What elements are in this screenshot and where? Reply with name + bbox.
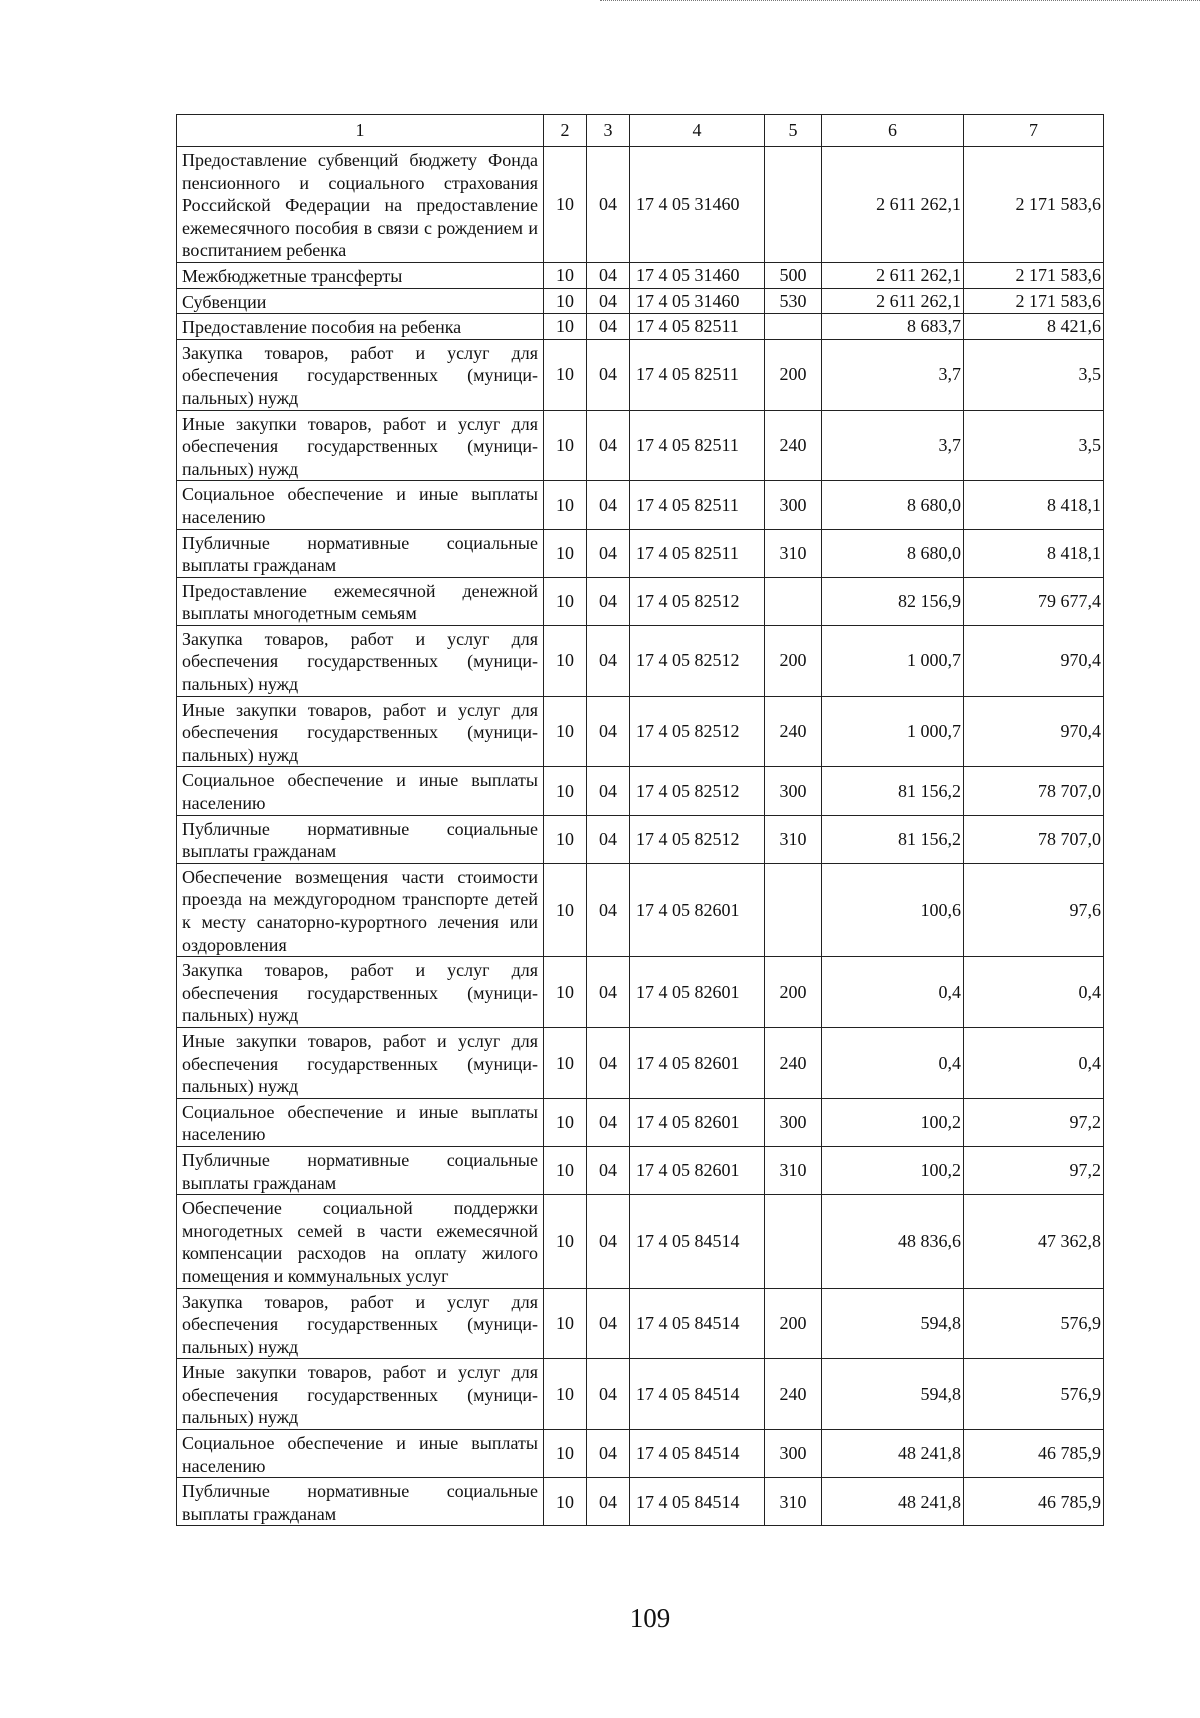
- amount-year-1: 594,8: [822, 1288, 964, 1359]
- item-name: Закупка товаров, работ и услуг для обеспечения государственных (муниципальных) нужд: [177, 1288, 544, 1359]
- expense-type-code: 240: [765, 410, 822, 481]
- target-article-code: 17 4 05 84514: [630, 1195, 765, 1288]
- item-name: Социальное обеспечение и иные выплаты населению: [177, 1098, 544, 1146]
- table-row: [177, 1478, 1104, 1526]
- subsection-code: 04: [587, 767, 630, 815]
- expense-type-code: 200: [765, 339, 822, 410]
- target-article-code: 17 4 05 31460: [630, 262, 765, 288]
- section-code: 10: [544, 147, 587, 263]
- header-col-7: 7: [964, 115, 1104, 147]
- subsection-code: 04: [587, 529, 630, 577]
- amount-year-2: 576,9: [964, 1288, 1104, 1359]
- section-code: 10: [544, 957, 587, 1028]
- item-name: Публичные нормативные социальные выплаты гражданам: [177, 1146, 544, 1194]
- amount-year-1: 48 836,6: [822, 1195, 964, 1288]
- scan-top-edge: [600, 0, 1200, 2]
- amount-year-1: 100,2: [822, 1146, 964, 1194]
- amount-year-1: 48 241,8: [822, 1430, 964, 1478]
- header-col-6: 6: [822, 115, 964, 147]
- table-body: [177, 147, 1104, 1526]
- target-article-code: 17 4 05 82511: [630, 529, 765, 577]
- amount-year-1: 8 680,0: [822, 481, 964, 529]
- target-article-code: 17 4 05 31460: [630, 147, 765, 263]
- section-code: 10: [544, 314, 587, 340]
- section-code: 10: [544, 1098, 587, 1146]
- subsection-code: 04: [587, 696, 630, 767]
- amount-year-2: 78 707,0: [964, 815, 1104, 863]
- target-article-code: 17 4 05 82512: [630, 577, 765, 625]
- table-row: [177, 625, 1104, 696]
- amount-year-1: 100,6: [822, 863, 964, 956]
- item-name: Иные закупки товаров, работ и услуг для обеспечения государственных (муниципальных) нужд: [177, 696, 544, 767]
- item-name: Предоставление ежемесячной денежной выплаты многодетным семьям: [177, 577, 544, 625]
- header-col-1: 1: [177, 115, 544, 147]
- expense-type-code: 200: [765, 1288, 822, 1359]
- expense-type-code: 310: [765, 529, 822, 577]
- section-code: 10: [544, 339, 587, 410]
- target-article-code: 17 4 05 82511: [630, 339, 765, 410]
- header-row: [177, 115, 1104, 147]
- subsection-code: 04: [587, 957, 630, 1028]
- item-name: Закупка товаров, работ и услуг для обеспечения государственных (муниципальных) нужд: [177, 957, 544, 1028]
- amount-year-2: 47 362,8: [964, 1195, 1104, 1288]
- expense-type-code: 300: [765, 767, 822, 815]
- item-name: Публичные нормативные социальные выплаты гражданам: [177, 1478, 544, 1526]
- item-name: Закупка товаров, работ и услуг для обеспечения государственных (муниципальных) нужд: [177, 625, 544, 696]
- section-code: 10: [544, 625, 587, 696]
- target-article-code: 17 4 05 84514: [630, 1478, 765, 1526]
- expense-type-code: [765, 314, 822, 340]
- table-row: [177, 147, 1104, 263]
- subsection-code: 04: [587, 577, 630, 625]
- amount-year-1: 3,7: [822, 339, 964, 410]
- item-name: Закупка товаров, работ и услуг для обеспечения государственных (муниципальных) нужд: [177, 339, 544, 410]
- expense-type-code: [765, 147, 822, 263]
- section-code: 10: [544, 481, 587, 529]
- header-col-3: 3: [587, 115, 630, 147]
- subsection-code: 04: [587, 625, 630, 696]
- table-row: [177, 1288, 1104, 1359]
- section-code: 10: [544, 1478, 587, 1526]
- expense-type-code: [765, 577, 822, 625]
- expense-type-code: 240: [765, 696, 822, 767]
- section-code: 10: [544, 1288, 587, 1359]
- target-article-code: 17 4 05 31460: [630, 288, 765, 314]
- subsection-code: 04: [587, 262, 630, 288]
- section-code: 10: [544, 1359, 587, 1430]
- section-code: 10: [544, 767, 587, 815]
- item-name: Обеспечение социальной поддержки многодетных семей в части ежемесячной компенсации расходов на оплату жилого помещения и коммунальных услуг: [177, 1195, 544, 1288]
- section-code: 10: [544, 863, 587, 956]
- item-name: Социальное обеспечение и иные выплаты населению: [177, 767, 544, 815]
- target-article-code: 17 4 05 82512: [630, 815, 765, 863]
- target-article-code: 17 4 05 84514: [630, 1288, 765, 1359]
- page-number: 109: [629, 1603, 671, 1633]
- amount-year-1: 81 156,2: [822, 815, 964, 863]
- amount-year-2: 78 707,0: [964, 767, 1104, 815]
- item-name: Обеспечение возмещения части стоимости проезда на междугородном транспорте детей к месту санаторно-курортного лечения или оздоровления: [177, 863, 544, 956]
- subsection-code: 04: [587, 1288, 630, 1359]
- section-code: 10: [544, 288, 587, 314]
- expense-type-code: [765, 1195, 822, 1288]
- target-article-code: 17 4 05 82601: [630, 1027, 765, 1098]
- subsection-code: 04: [587, 863, 630, 956]
- table-row: [177, 339, 1104, 410]
- table-row: [177, 1027, 1104, 1098]
- amount-year-2: 46 785,9: [964, 1478, 1104, 1526]
- expense-type-code: 300: [765, 1098, 822, 1146]
- subsection-code: 04: [587, 147, 630, 263]
- target-article-code: 17 4 05 82512: [630, 767, 765, 815]
- expense-type-code: 500: [765, 262, 822, 288]
- amount-year-2: 2 171 583,6: [964, 147, 1104, 263]
- target-article-code: 17 4 05 84514: [630, 1430, 765, 1478]
- amount-year-1: 0,4: [822, 957, 964, 1028]
- section-code: 10: [544, 815, 587, 863]
- expense-type-code: 530: [765, 288, 822, 314]
- amount-year-2: 97,6: [964, 863, 1104, 956]
- table-row: [177, 288, 1104, 314]
- section-code: 10: [544, 696, 587, 767]
- amount-year-2: 970,4: [964, 696, 1104, 767]
- expense-type-code: 200: [765, 957, 822, 1028]
- subsection-code: 04: [587, 815, 630, 863]
- item-name: Публичные нормативные социальные выплаты гражданам: [177, 815, 544, 863]
- item-name: Межбюджетные трансферты: [177, 262, 544, 288]
- table-row: [177, 410, 1104, 481]
- subsection-code: 04: [587, 288, 630, 314]
- section-code: 10: [544, 1430, 587, 1478]
- item-name: Предоставление пособия на ребенка: [177, 314, 544, 340]
- expense-type-code: 240: [765, 1027, 822, 1098]
- expense-type-code: 300: [765, 481, 822, 529]
- subsection-code: 04: [587, 1478, 630, 1526]
- expense-type-code: [765, 863, 822, 956]
- expense-type-code: 240: [765, 1359, 822, 1430]
- item-name: Предоставление субвенций бюджету Фонда пенсионного и социального страхования Российской Федерации на предоставление ежемесячного пособия в связи с рождением и воспитанием ребенка: [177, 147, 544, 263]
- subsection-code: 04: [587, 1195, 630, 1288]
- subsection-code: 04: [587, 1098, 630, 1146]
- item-name: Публичные нормативные социальные выплаты гражданам: [177, 529, 544, 577]
- amount-year-2: 79 677,4: [964, 577, 1104, 625]
- header-col-2: 2: [544, 115, 587, 147]
- target-article-code: 17 4 05 82601: [630, 1146, 765, 1194]
- amount-year-2: 2 171 583,6: [964, 288, 1104, 314]
- item-name: Субвенции: [177, 288, 544, 314]
- section-code: 10: [544, 262, 587, 288]
- table-row: [177, 1359, 1104, 1430]
- table-row: [177, 1430, 1104, 1478]
- table-row: [177, 1098, 1104, 1146]
- target-article-code: 17 4 05 82511: [630, 314, 765, 340]
- amount-year-2: 970,4: [964, 625, 1104, 696]
- item-name: Иные закупки товаров, работ и услуг для обеспечения государственных (муниципальных) нужд: [177, 410, 544, 481]
- section-code: 10: [544, 1146, 587, 1194]
- amount-year-1: 594,8: [822, 1359, 964, 1430]
- amount-year-2: 3,5: [964, 410, 1104, 481]
- subsection-code: 04: [587, 1430, 630, 1478]
- table-row: [177, 1195, 1104, 1288]
- table-row: [177, 1146, 1104, 1194]
- subsection-code: 04: [587, 339, 630, 410]
- table-row: [177, 957, 1104, 1028]
- item-name: Иные закупки товаров, работ и услуг для обеспечения государственных (муниципальных) нужд: [177, 1027, 544, 1098]
- subsection-code: 04: [587, 314, 630, 340]
- expense-type-code: 300: [765, 1430, 822, 1478]
- amount-year-1: 0,4: [822, 1027, 964, 1098]
- amount-year-2: 8 418,1: [964, 529, 1104, 577]
- subsection-code: 04: [587, 1359, 630, 1430]
- amount-year-2: 576,9: [964, 1359, 1104, 1430]
- amount-year-1: 1 000,7: [822, 696, 964, 767]
- budget-table-container: [176, 114, 1103, 1526]
- amount-year-1: 1 000,7: [822, 625, 964, 696]
- amount-year-1: 100,2: [822, 1098, 964, 1146]
- amount-year-1: 3,7: [822, 410, 964, 481]
- budget-table: [176, 114, 1104, 1526]
- subsection-code: 04: [587, 1027, 630, 1098]
- amount-year-2: 3,5: [964, 339, 1104, 410]
- target-article-code: 17 4 05 82512: [630, 625, 765, 696]
- subsection-code: 04: [587, 481, 630, 529]
- expense-type-code: 310: [765, 1478, 822, 1526]
- section-code: 10: [544, 577, 587, 625]
- table-row: [177, 262, 1104, 288]
- header-col-5: 5: [765, 115, 822, 147]
- target-article-code: 17 4 05 82511: [630, 410, 765, 481]
- subsection-code: 04: [587, 410, 630, 481]
- table-row: [177, 863, 1104, 956]
- table-row: [177, 696, 1104, 767]
- expense-type-code: 310: [765, 1146, 822, 1194]
- item-name: Иные закупки товаров, работ и услуг для обеспечения государственных (муниципальных) нужд: [177, 1359, 544, 1430]
- target-article-code: 17 4 05 82511: [630, 481, 765, 529]
- amount-year-2: 2 171 583,6: [964, 262, 1104, 288]
- amount-year-2: 0,4: [964, 1027, 1104, 1098]
- amount-year-1: 48 241,8: [822, 1478, 964, 1526]
- item-name: Социальное обеспечение и иные выплаты населению: [177, 481, 544, 529]
- table-row: [177, 577, 1104, 625]
- expense-type-code: 310: [765, 815, 822, 863]
- section-code: 10: [544, 529, 587, 577]
- subsection-code: 04: [587, 1146, 630, 1194]
- target-article-code: 17 4 05 82601: [630, 1098, 765, 1146]
- amount-year-2: 97,2: [964, 1098, 1104, 1146]
- target-article-code: 17 4 05 84514: [630, 1359, 765, 1430]
- amount-year-1: 8 683,7: [822, 314, 964, 340]
- target-article-code: 17 4 05 82512: [630, 696, 765, 767]
- amount-year-1: 2 611 262,1: [822, 262, 964, 288]
- amount-year-1: 82 156,9: [822, 577, 964, 625]
- amount-year-1: 2 611 262,1: [822, 147, 964, 263]
- target-article-code: 17 4 05 82601: [630, 957, 765, 1028]
- section-code: 10: [544, 410, 587, 481]
- table-row: [177, 767, 1104, 815]
- table-row: [177, 314, 1104, 340]
- section-code: 10: [544, 1195, 587, 1288]
- amount-year-1: 81 156,2: [822, 767, 964, 815]
- target-article-code: 17 4 05 82601: [630, 863, 765, 956]
- amount-year-2: 8 418,1: [964, 481, 1104, 529]
- section-code: 10: [544, 1027, 587, 1098]
- header-col-4: 4: [630, 115, 765, 147]
- item-name: Социальное обеспечение и иные выплаты населению: [177, 1430, 544, 1478]
- table-row: [177, 815, 1104, 863]
- amount-year-1: 2 611 262,1: [822, 288, 964, 314]
- amount-year-2: 0,4: [964, 957, 1104, 1028]
- amount-year-2: 97,2: [964, 1146, 1104, 1194]
- amount-year-2: 46 785,9: [964, 1430, 1104, 1478]
- table-row: [177, 481, 1104, 529]
- amount-year-1: 8 680,0: [822, 529, 964, 577]
- expense-type-code: 200: [765, 625, 822, 696]
- amount-year-2: 8 421,6: [964, 314, 1104, 340]
- table-row: [177, 529, 1104, 577]
